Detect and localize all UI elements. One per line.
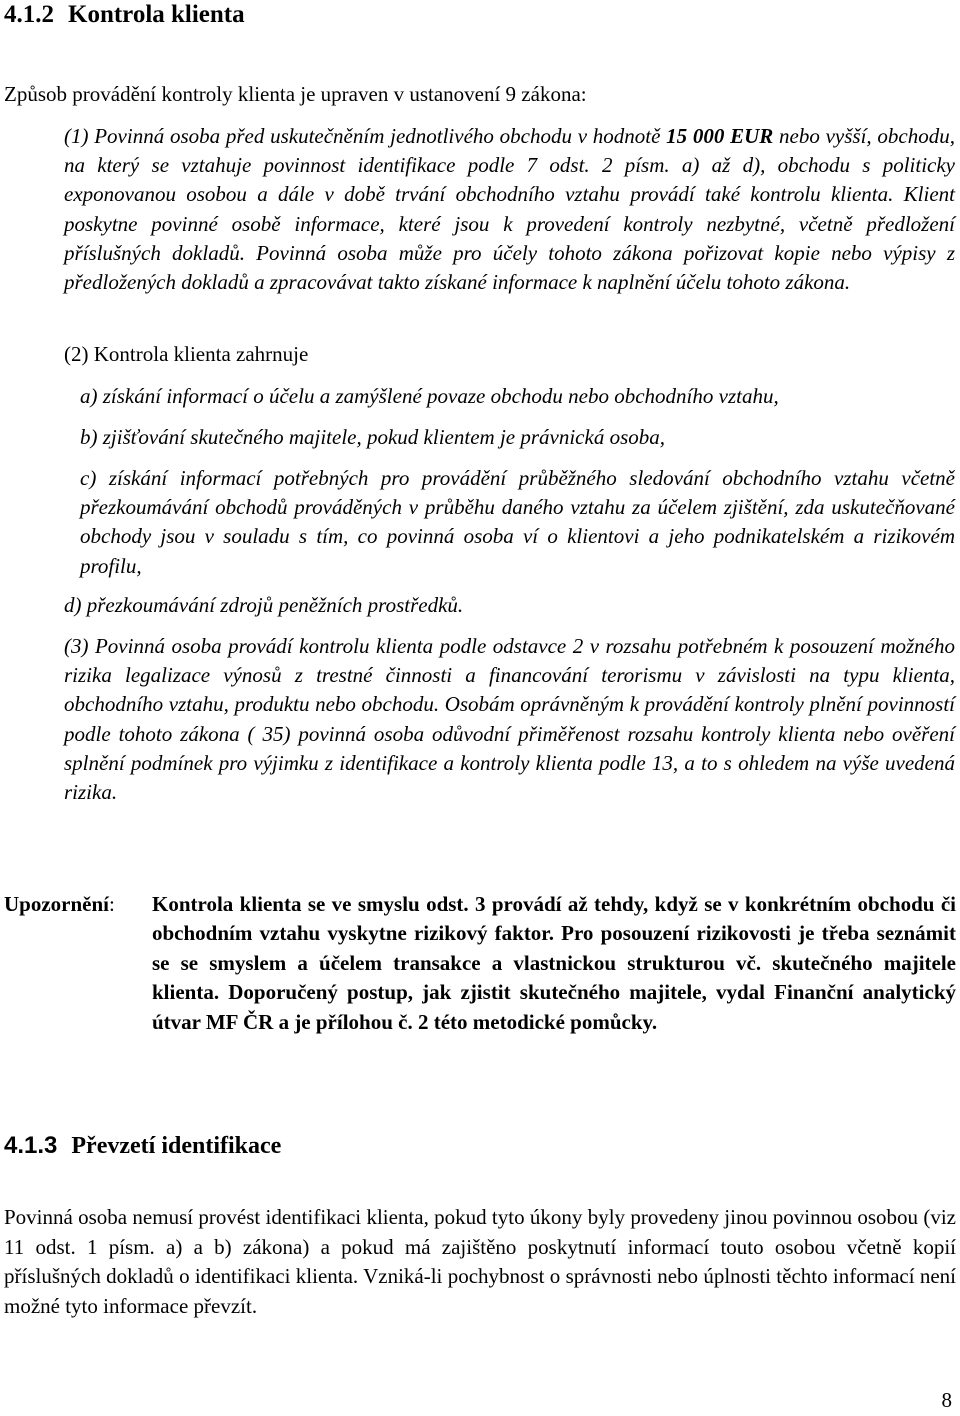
notice-label-word: Upozornění	[4, 892, 109, 916]
notice-label-colon: :	[109, 892, 115, 916]
law-item-b: b) zjišťování skutečného majitele, pokud klientem je právnická osoba,	[80, 425, 665, 449]
law-item-c: c) získání informací potřebných pro provádění průběžného sledování obchodního vztahu včetně přezkoumávání obchodů prováděných v průběhu daného vztahu za účelem zjištění, zda uskutečňované obchody jsou v souladu s tím, co povinná osoba ví o klientovi a jeho podnikatelském a rizikovém profilu,	[80, 466, 955, 578]
section-heading-4-1-2	[4, 0, 245, 30]
notice-label	[4, 890, 115, 919]
law-paragraph-2: (2) Kontrola klienta zahrnuje	[64, 342, 309, 366]
section-title: Převzetí identifikace	[71, 1133, 282, 1159]
section-title: Kontrola klienta	[68, 1, 245, 28]
section-number: 4.1.3	[4, 1132, 58, 1159]
law-item-d: d) přezkoumávání zdrojů peněžních prostředků.	[64, 593, 464, 617]
law-paragraph-3: (3) Povinná osoba provádí kontrolu klienta podle odstavce 2 v rozsahu potřebném k posouzení možného rizika legalizace výnosů z trestné činnosti a financování terorismu v závislosti na typu klienta, obchodního vztahu, produktu nebo obchodu. Osobám oprávněným k provádění kontroly plnění povinností podle tohoto zákona ( 35) povinná osoba odůvodní přiměřenost rozsahu kontroly klienta nebo ověření splnění podmínek pro výjimku z identifikace a kontroly klienta podle 13, a to s ohledem na výše uvedená rizika.	[64, 634, 955, 805]
intro-paragraph: Způsob provádění kontroly klienta je upraven v ustanovení 9 zákona:	[4, 82, 587, 106]
section-number: 4.1.2	[4, 1, 54, 28]
law-paragraph-1	[64, 122, 955, 297]
law-item-a: a) získání informací o účelu a zamýšlené povaze obchodu nebo obchodního vztahu,	[80, 384, 779, 408]
section-heading-4-1-3	[4, 1131, 281, 1161]
prevzeti-paragraph: Povinná osoba nemusí provést identifikaci klienta, pokud tyto úkony byly provedeny jinou povinnou osobou (viz 11 odst. 1 písm. a) a b) zákona) a pokud má zajištěno poskytnutí informací touto osobou včetně kopií příslušných dokladů o identifikaci klienta. Vzniká-li pochybnost o správnosti nebo úplnosti těchto informací není možné tyto informace převzít.	[4, 1205, 956, 1318]
law-paragraph-1-text-a: (1) Povinná osoba před uskutečněním jednotlivého obchodu v hodnotě	[64, 124, 667, 148]
notice-text: Kontrola klienta se ve smyslu odst. 3 provádí až tehdy, když se v konkrétním obchodu či obchodním vztahu vyskytne rizikový faktor. Pro posouzení rizikovosti je třeba seznámit se se smyslem a účelem transakce a vlastnickou strukturou vč. skutečného majitele klienta. Doporučený postup, jak zjistit skutečného majitele, vydal Finanční analytický útvar MF ČR a je přílohou č. 2 této metodické pomůcky.	[152, 892, 956, 1034]
page-number: 8	[941, 1388, 952, 1412]
law-paragraph-1-text-b: nebo vyšší, obchodu, na který se vztahuje povinnost identifikace podle 7 odst. 2 písm. a) až d), obchodu s politicky exponovanou osobou a dále v době trvání obchodního vztahu provádí také kontrolu klienta. Klient poskytne povinné osobě informace, které jsou k provedení kontroly nezbytné, včetně předložení příslušných dokladů. Povinná osoba může pro účely tohoto zákona pořizovat kopie nebo výpisy z předložených dokladů a zpracovávat takto získané informace k naplnění účelu tohoto zákona.	[64, 124, 955, 295]
law-amount: 15 000 EUR	[666, 124, 774, 148]
